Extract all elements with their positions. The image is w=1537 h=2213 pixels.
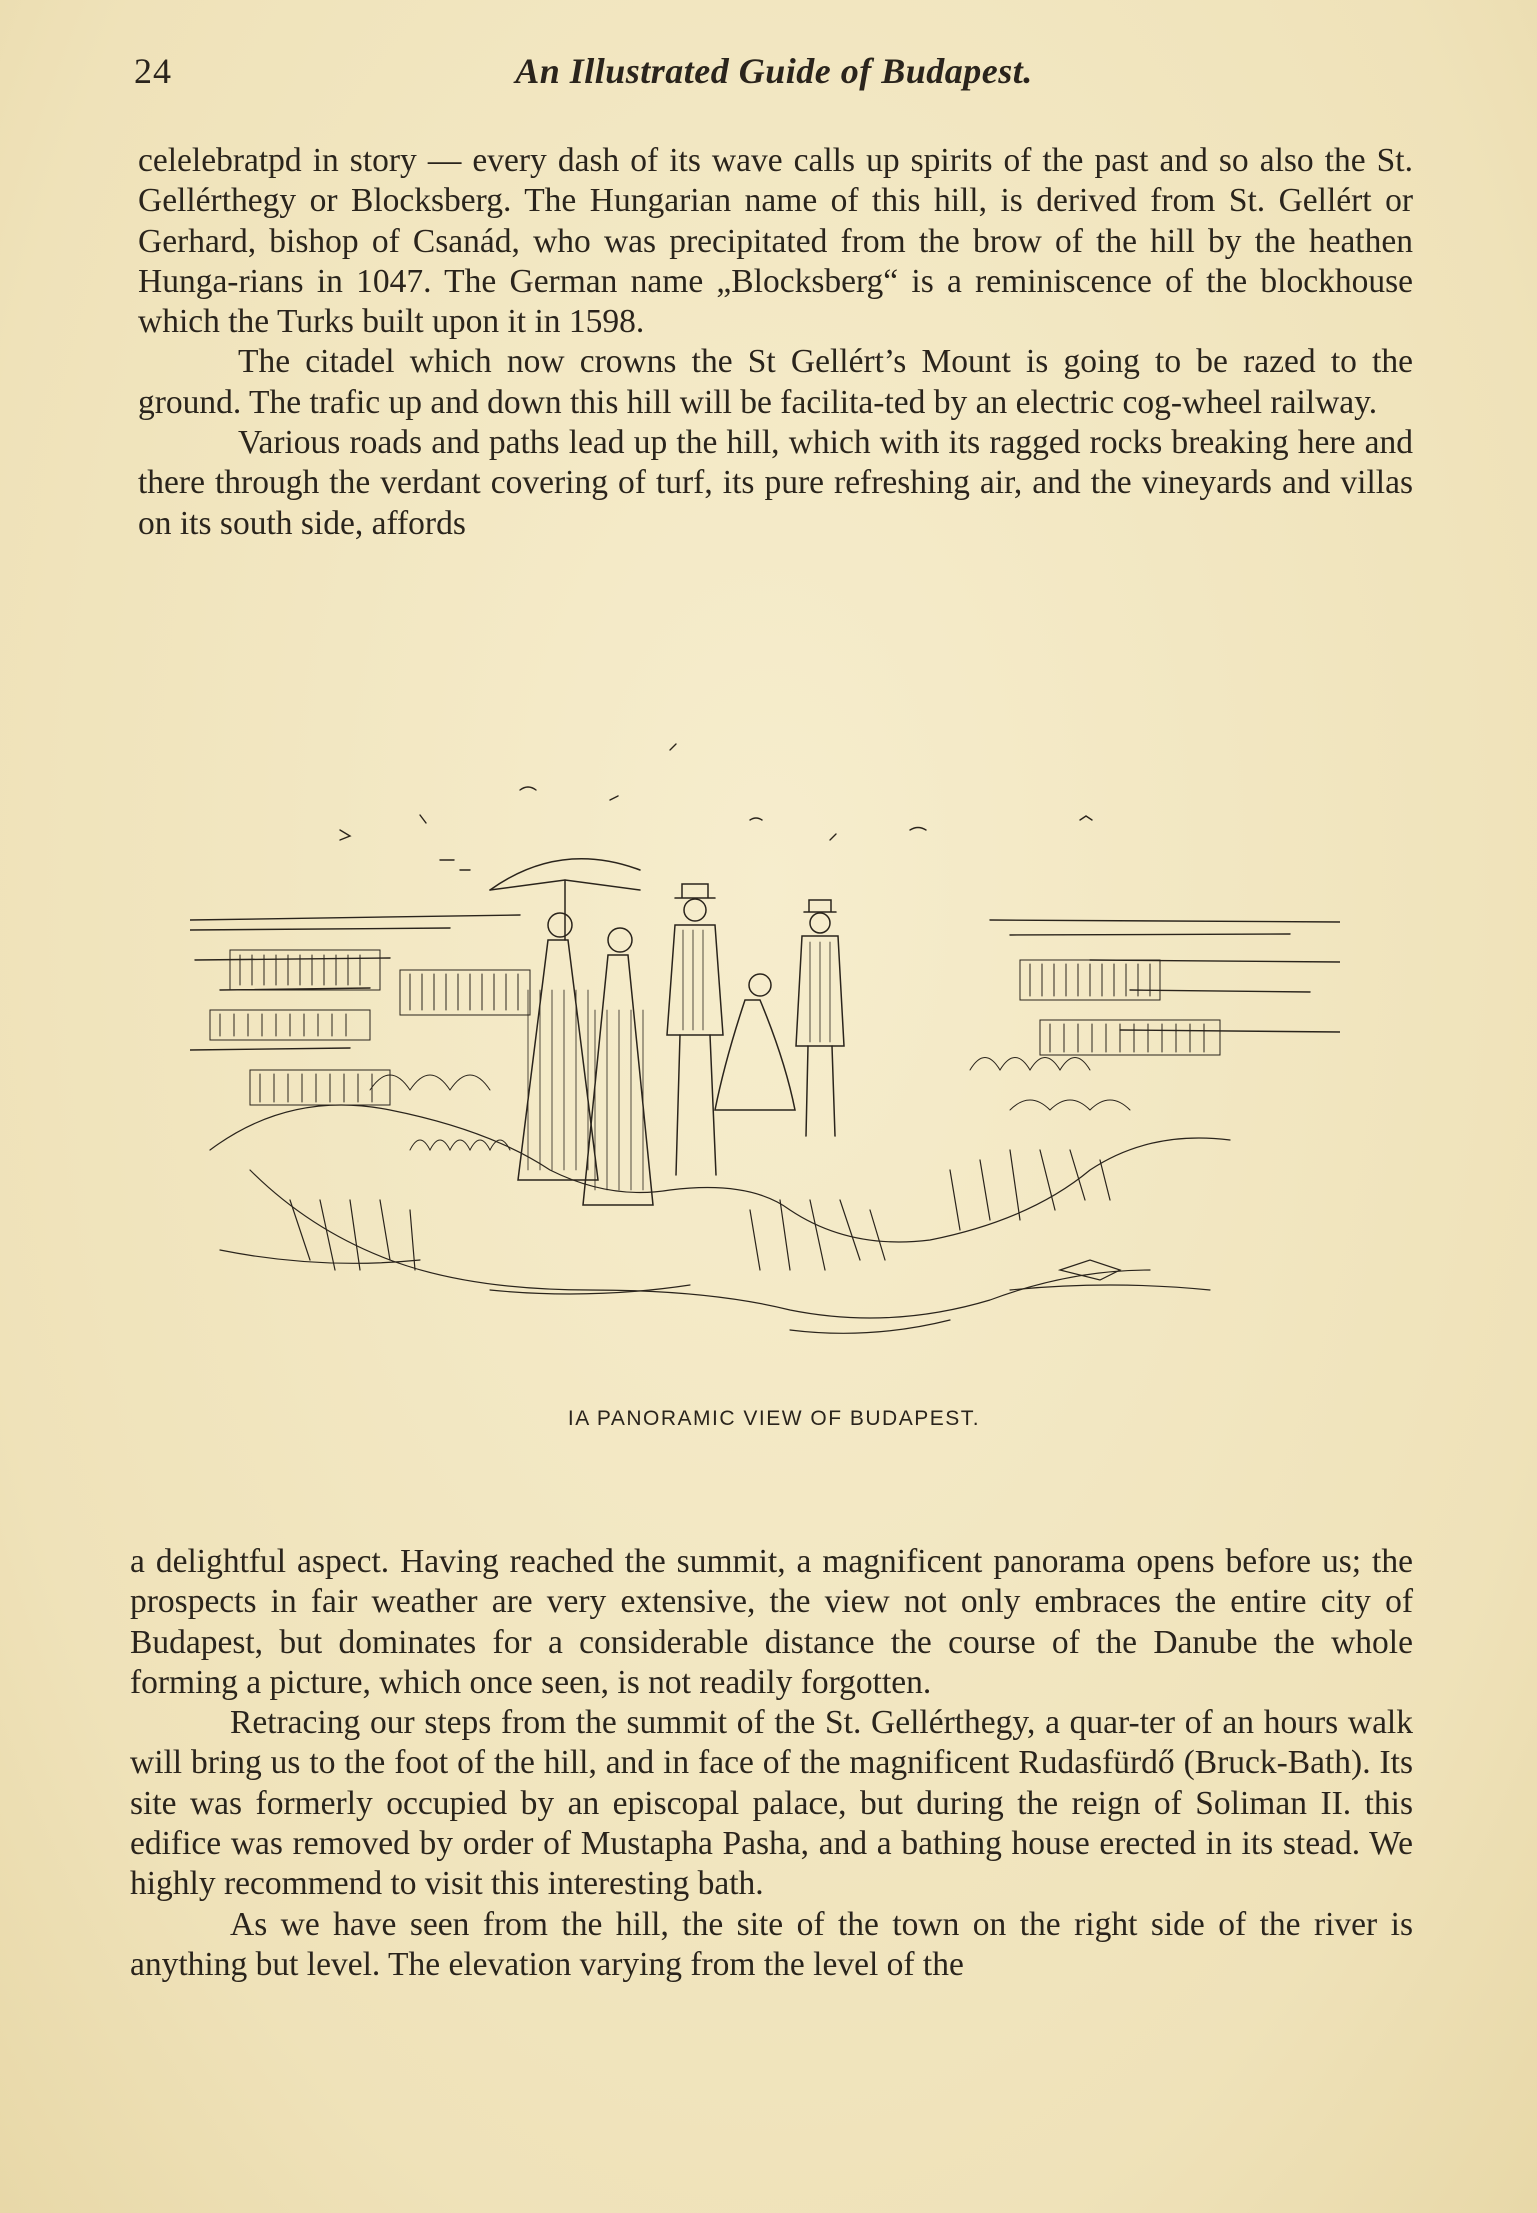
- figure-caption: IA PANORAMIC VIEW OF BUDAPEST.: [567, 1407, 981, 1430]
- paragraph: As we have seen from the hill, the site of the town on the right side of the river is anything but level. The elevation varying from the level of the: [130, 1905, 1413, 1983]
- body-text-bottom: [130, 1542, 1413, 1985]
- page-header: [134, 50, 1414, 100]
- paragraph: Various roads and paths lead up the hill, which with its ragged rocks breaking here and there through the verdant covering of turf, its pure refreshing air, and the vineyards and villas on its south side, affords: [138, 424, 1413, 542]
- page-number: 24: [134, 51, 172, 91]
- running-title: An Illustrated Guide of Budapest.: [515, 51, 1033, 91]
- panorama-engraving: [190, 730, 1340, 1370]
- panorama-illustration: [190, 730, 1340, 1370]
- paragraph: a delightful aspect. Having reached the summit, a magnificent panorama opens before us; the prospects in fair weather are very extensive, the view not only embraces the entire city of Budapest, but dominates for a considerable distance the course of the Danube the whole forming a picture, which once seen, is not readily forgotten.: [130, 1543, 1413, 1701]
- paragraph: Retracing our steps from the summit of the St. Gellérthegy, a quar-ter of an hours walk will bring us to the foot of the hill, and in face of the magnificent Rudasfürdő (Bruck-Bath). Its site was formerly occupied by an episcopal palace, but during the reign of Soliman II. this edifice was removed by order of Mustapha Pasha, and a bathing house erected in its stead. We highly recommend to visit this interesting bath.: [130, 1704, 1413, 1903]
- paragraph: celelebratpd in story — every dash of its wave calls up spirits of the past and so also the St. Gellérthegy or Blocksberg. The Hungarian name of this hill, is derived from St. Gellért or Gerhard, bishop of Csanád, who was precipitated from the brow of the hill by the heathen Hunga-rians in 1047. The German name „Blocksberg“ is a reminiscence of the blockhouse which the Turks built upon it in 1598.: [138, 142, 1413, 341]
- body-text-top: [138, 141, 1413, 544]
- paragraph: The citadel which now crowns the St Gellért’s Mount is going to be razed to the ground. The trafic up and down this hill will be facilita-ted by an electric cog-wheel railway.: [138, 343, 1413, 421]
